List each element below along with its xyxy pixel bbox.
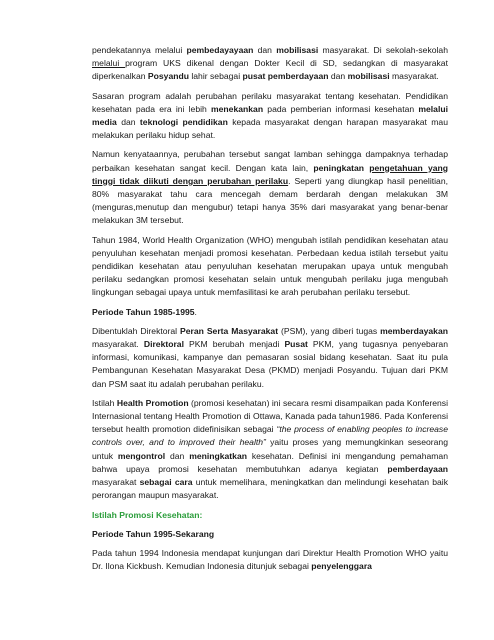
text-run: Pusat [284,339,308,350]
text-run: kesehatan. Definisi ini mengandung pemahaman bahwa upaya promosi kesehatan membutuhkan adanya kegiatan [92,450,448,474]
text-run: yaitu proses yang memungkinkan seseorang untuk [92,437,448,461]
text-run: memberdayakan [380,325,448,336]
text-run: dan [165,450,190,461]
paragraph-1 [92,44,448,84]
text-run: Direktoral [143,339,184,350]
period-heading-1995: Periode Tahun 1995-Sekarang [92,528,215,539]
text-run: program UKS dikenal dengan Dokter Kecil di SD, sedangkan di masyarakat diperkenalkan [92,58,448,82]
text-run: peningkatan [313,162,370,173]
text-run: Tahun 1984, World Health Organization (WHO) mengubah istilah pendidikan kesehatan atau penyuluhan kesehatan menjadi promosi kesehatan. Perbedaan kedua istilah tersebut yaitu pendidikan kesehatan atau penyuluhan kesehatan merupakan upaya untuk mengubah perilaku sedangkan promosi kesehatan selain untuk mengubah perilaku juga mengubah lingkungan sebagai upaya untuk memfasilitasi ke arah perubahan perilaku tersebut. [92,234,448,298]
text-run: masyarakat [92,477,140,488]
text-run: Pada tahun 1994 Indonesia mendapat kunjungan dari Direktur Health Promotion WHO yaitu Dr. Ilona Kickbush. Kemudian Indonesia ditunjuk sebagai [92,547,448,572]
text-run: Istilah [92,397,117,408]
text-run: pusat pemberdayaan [242,71,329,82]
text-run: melalui [92,58,126,69]
text-run: kepada masyarakat dengan harapan masyarakat mau melakukan perilaku hidup sehat. [92,117,448,141]
text-run: pembedayayaan [186,45,254,55]
text-run: Peran Serta Masyarakat [180,325,279,336]
text-run: pendekatannya melalui [92,45,187,55]
paragraph-4 [92,234,448,300]
text-run: pada pemberian informasi kesehatan [263,103,419,114]
period-heading-1985: Periode Tahun 1985-1995. [92,306,197,317]
text-run: (promosi kesehatan) ini secara resmi disampaikan pada Konferensi Internasional tentang Health Promotion di Ottawa, Kanada pada tahun1986. Pada Konferensi tersebut health promotion didefinisikan sebagai [92,397,448,435]
text-run: untuk memelihara, meningkatkan dan melindungi kesehatan baik perorangan maupun masyarakat. [92,477,449,501]
text-run: mengontrol [117,450,166,461]
text-run: meningkatkan [189,450,247,461]
document-body [92,44,448,579]
text-run: PKM, yang tugasnya penyebaran informasi, komunikasi, kampanye dan pemasaran sosial bidang kesehatan. Saat itu pula Pembangunan Kesehatan Masyarakat Desa (PKMD) menjadi Posyandu. Tujuan dari PKM dan PSM saat itu adalah perubahan perilaku. [92,339,448,389]
text-run: Namun kenyataannya, perubahan tersebut sangat lamban sehingga dampaknya terhadap perbaikan kesehatan sangat kecil. Dengan kata lain, [92,149,448,173]
text-run: menekankan [211,103,264,114]
text-run: penyelenggara [311,561,372,572]
text-run: masyarakat. [92,339,144,350]
section-heading-promosi: Istilah Promosi Kesehatan: [92,509,203,520]
text-run: dan [253,45,277,55]
text-run: teknologi pendidikan [139,117,228,128]
paragraph-2 [92,90,448,143]
text-run: melalui media [92,103,448,128]
text-run: Sasaran program adalah perubahan perilaku masyarakat tentang kesehatan. Pendidikan kesehatan pada era ini lebih [92,90,448,114]
paragraph-7 [92,547,448,573]
text-run: sebagai cara [139,477,193,488]
text-run: “the process of enabling peoples to increase controls over, and to improved their health” [92,424,448,448]
text-run: dan [328,71,348,82]
paragraph-5 [92,325,448,391]
text-run: Dibentuklah Direktoral [92,325,181,336]
text-run: mobilisasi [276,45,319,55]
text-run: Posyandu [147,71,189,82]
text-run: pemberdayaan [387,463,448,474]
text-run: lahir sebagai [188,71,243,82]
text-run: Health Promotion [116,397,189,408]
text-run: mobilisasi [347,71,390,82]
text-run: pengetahuan yang tinggi tidak diikuti dengan perubahan perilaku [92,162,448,186]
period-heading-1985-text: Periode Tahun 1985-1995 [92,306,195,317]
text-run: dan [116,117,140,128]
text-run: masyarakat. Di sekolah-sekolah [318,45,448,55]
paragraph-6 [92,397,448,503]
paragraph-3 [92,148,448,227]
text-run: (PSM), yang diberi tugas [278,325,381,336]
text-run: masyarakat. [389,71,439,82]
text-run: . Seperti yang diungkap hasil penelitian, 80% masyarakat tahu cara mencegah demam berdarah dengan melakukan 3M (menguras,menutup dan mengubur) tetapi hanya 35% dari masyarakat yang benar-benar melakukan 3M tersebut. [92,175,448,226]
text-run: PKM berubah menjadi [183,339,285,350]
